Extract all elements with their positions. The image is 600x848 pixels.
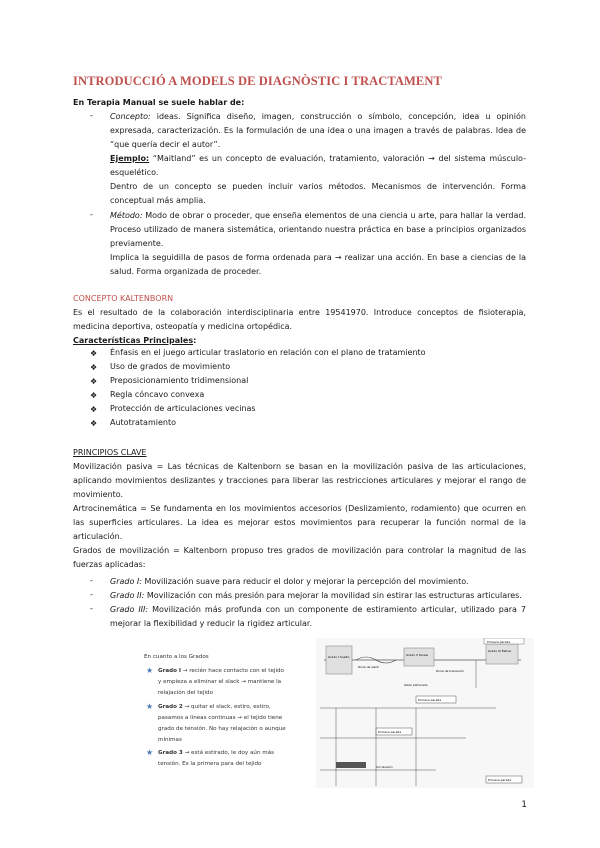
diagram-box: [326, 646, 352, 674]
feature-item: Énfasis en el juego articular traslatorio en relación con el plano de tratamiento: [110, 348, 426, 357]
diagram-label: Grado II Tensar: [406, 653, 429, 657]
ejemplo-text: “Maitland” es un concepto de evaluación, tratamiento, valoración → del sistema músculo-esquelético.: [110, 154, 526, 177]
diagram-label: Primera parada: [488, 778, 512, 782]
fig-line: grado de tensión. No hay relajación o aunque: [158, 726, 286, 732]
artro-text: = Se fundamenta en los movimientos accesorios (Deslizamiento, rodamiento) que ocurren en las superficies articulares. La idea es mejorar estos movimientos para recuperar la función normal de la articulación.: [73, 504, 526, 541]
diagram-label: Grado I Suelto: [328, 655, 350, 659]
list-dash: -: [90, 210, 93, 219]
diagram-label: Zona de transición: [436, 669, 465, 673]
diagram-label: Zona de slack: [358, 665, 379, 669]
kaltenborn-text: Es el resultado de la colaboración interdisciplinaria entre 19541970. Introduce conceptos de fisioterapia, medicina deportiva, osteopatía y medicina ortopédica.: [73, 308, 526, 331]
fig-g3: Grado 3 → está estirado, le doy aún más: [158, 750, 275, 756]
fig-line: tensión. Es la primera para del tejido: [158, 761, 262, 767]
diamond-bullet-icon: ❖: [90, 405, 98, 414]
diagram-label: Grado III Estirar: [488, 649, 512, 653]
feature-item: Autotratamiento: [110, 418, 176, 427]
movilizacion-paragraph: [73, 460, 526, 502]
list-dash: -: [90, 604, 93, 613]
grado-item: Grado II: Movilización con más presión para mejorar la movilidad sin estirar las estructuras articulares.: [110, 591, 522, 600]
star-icon: ★: [146, 666, 154, 675]
diagram-label: Slack eliminado: [404, 683, 428, 687]
intro-text: En Terapia Manual se suele hablar de:: [73, 98, 245, 107]
diamond-bullet-icon: ❖: [90, 377, 98, 386]
metodo-text: Modo de obrar o proceder, que enseña elementos de una ciencia u arte, para hallar la verdad. Proceso utilizado de manera sistemática, orientando nuestra práctica en base a principios organizados previamente.: [110, 211, 526, 248]
movilizacion-text: = Las técnicas de Kaltenborn se basan en la movilización pasiva de las articulaciones, aplicando movimientos deslizantes y tracciones para liberar las restricciones articulares y mejorar el rango de movimiento.: [73, 462, 526, 499]
diagram-label: Sin tensión: [376, 765, 393, 769]
diamond-bullet-icon: ❖: [90, 349, 98, 358]
diagram-label: Primera parada: [487, 640, 511, 644]
principios-heading: PRINCIPIOS CLAVE: [73, 448, 147, 457]
fig-line: mínimas: [158, 737, 182, 743]
diagram-label: Primera parada: [378, 730, 402, 734]
kaltenborn-heading: CONCEPTO KALTENBORN: [73, 294, 174, 303]
concepto-paragraph: [110, 110, 526, 152]
grados-notes-figure: [142, 648, 332, 768]
page-number: 1: [521, 800, 527, 810]
star-icon: ★: [146, 748, 154, 757]
star-icon: ★: [146, 702, 154, 711]
grado-item: Grado I: Movilización suave para reducir el dolor y mejorar la percepción del movimiento.: [110, 577, 469, 586]
concepto-extra: Dentro de un concepto se pueden incluir varios métodos. Mecanismos de intervención. Forma conceptual más amplia.: [110, 182, 526, 205]
fig-heading: En cuanto a los Grados: [144, 654, 209, 660]
grado-item: Grado III: Movilización más profunda con un componente de estiramiento articular, utilizado para 7 mejorar la flexibilidad y reducir la rigidez articular.: [110, 605, 526, 628]
list-dash: -: [90, 590, 93, 599]
feature-item: Uso de grados de movimiento: [110, 362, 231, 371]
features-title: Características Principales:: [73, 336, 197, 345]
diagram-box: [336, 762, 366, 768]
fig-line: pasamos a líneas continuas → el tejido tiene: [158, 715, 283, 721]
feature-item: Preposicionamiento tridimensional: [110, 376, 249, 385]
fig-line: relajación del tejido: [158, 690, 213, 696]
list-dash: -: [90, 576, 93, 585]
concepto-label: Concepto:: [110, 112, 151, 121]
fig-line: y empieza a eliminar el slack → mantiene la: [158, 679, 282, 685]
ejemplo-paragraph: [110, 152, 526, 180]
concepto-text: ideas. Significa diseño, imagen, construcción o símbolo, concepción, idea u opinión expresada, caracterización. Es la formulación de una idea o una imagen a través de palabras. Idea de “que quería decir el autor”.: [110, 112, 526, 149]
diagram-box: [486, 644, 518, 664]
diagram-label: Primera parada: [418, 698, 442, 702]
diamond-bullet-icon: ❖: [90, 391, 98, 400]
metodo-paragraph: [110, 209, 526, 251]
metodo-label: Método:: [110, 211, 143, 220]
list-dash: -: [90, 111, 93, 120]
page-title: INTRODUCCIÓ A MODELS DE DIAGNÒSTIC I TRACTAMENT: [73, 74, 442, 88]
fig-g1: Grado I → recién hace contacto con el tejido: [158, 668, 284, 674]
grados-diagram: [316, 638, 534, 788]
grados-paragraph: Grados de movilización = Kaltenborn propuso tres grados de movilización para controlar la magnitud de las fuerzas aplicadas:: [73, 546, 526, 569]
feature-item: Protección de articulaciones vecinas: [110, 404, 256, 413]
ejemplo-label: Ejemplo:: [110, 154, 150, 163]
diagram-box: [404, 648, 434, 666]
diamond-bullet-icon: ❖: [90, 363, 98, 372]
fig-g2: Grado 2 → quitar el slack, estiro, estiro,: [158, 704, 271, 710]
diamond-bullet-icon: ❖: [90, 419, 98, 428]
movilizacion-label: Movilización pasiva: [73, 462, 153, 471]
feature-item: Regla cóncavo convexa: [110, 390, 205, 399]
metodo-extra: Implica la seguidilla de pasos de forma ordenada para → realizar una acción. En base a ciencias de la salud. Forma organizada de proceder.: [110, 253, 526, 276]
artro-paragraph: [73, 502, 526, 544]
artro-label: Artrocinemática: [73, 504, 137, 513]
